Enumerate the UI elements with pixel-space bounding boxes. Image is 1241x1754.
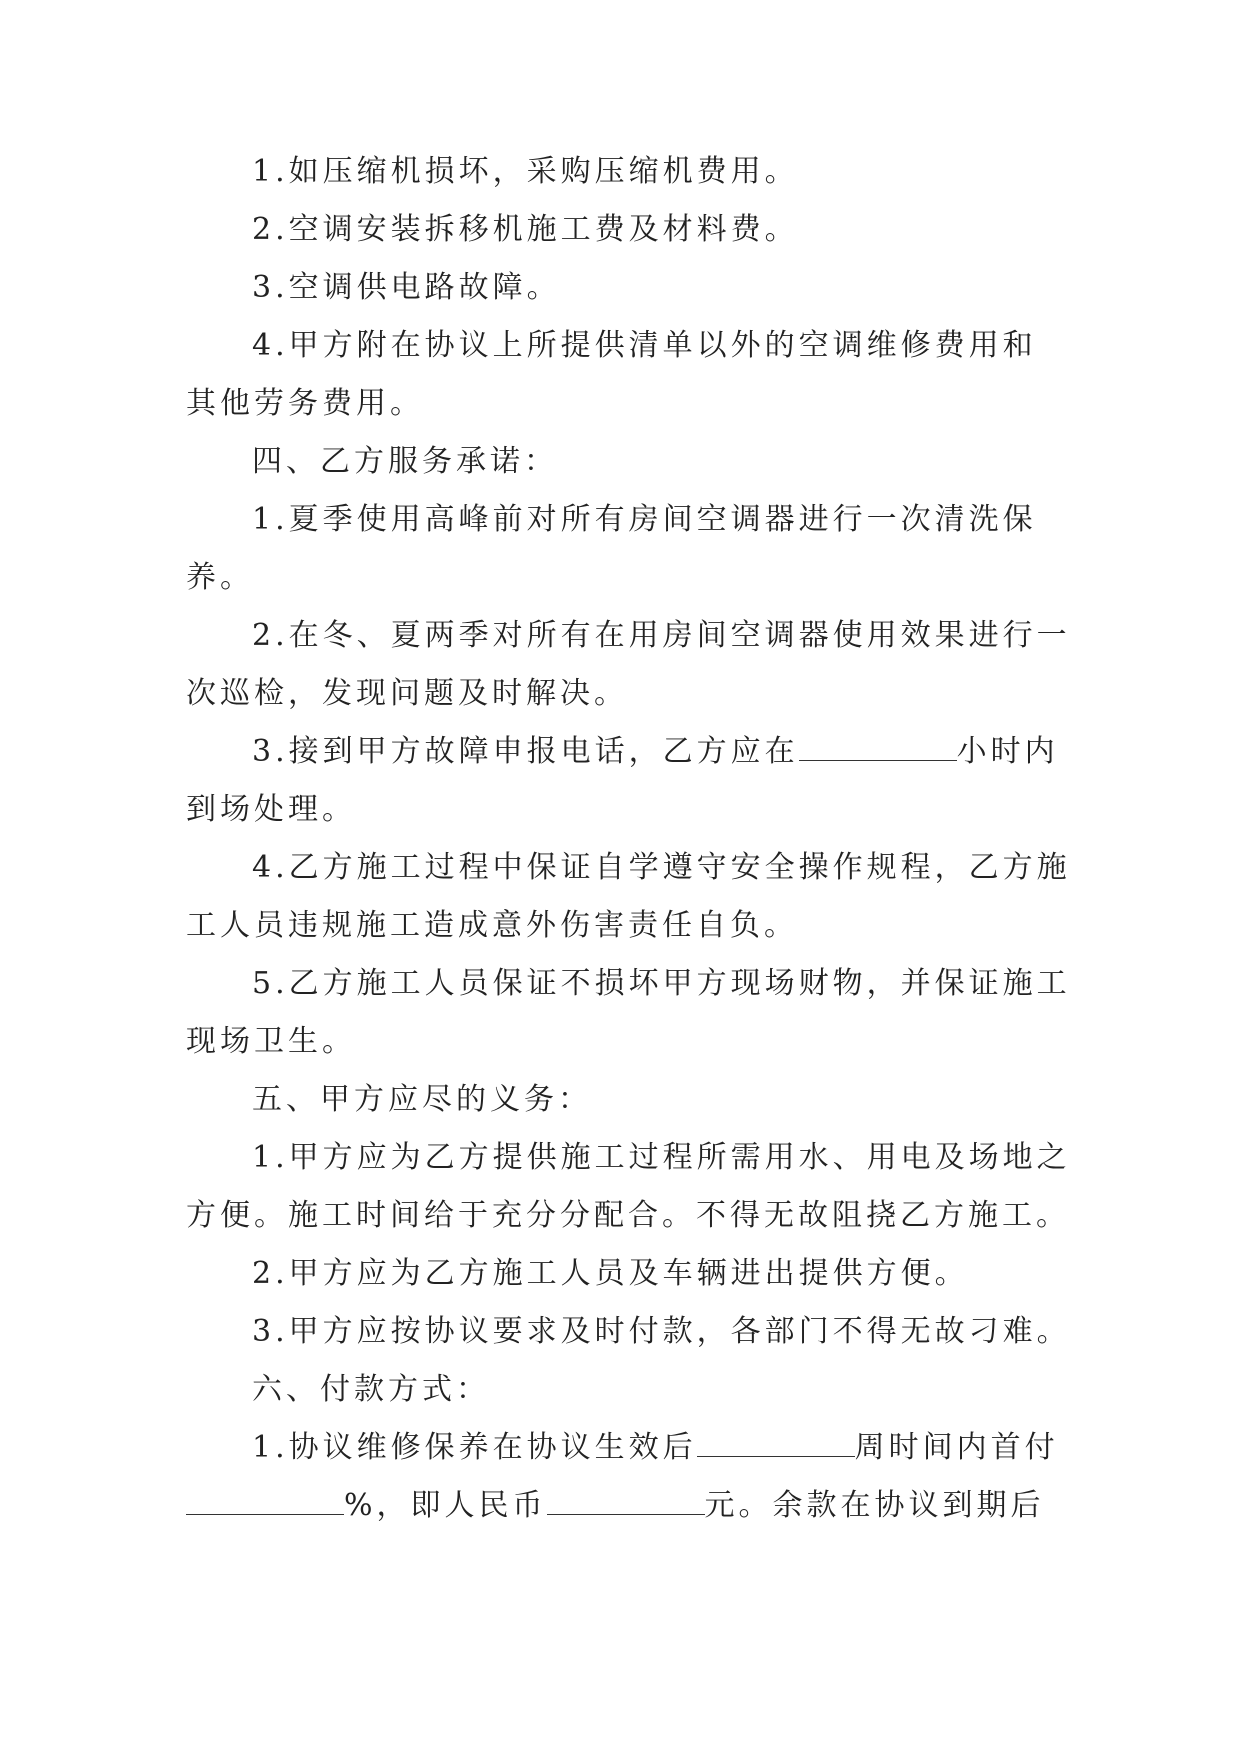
- section-heading-5: 五、甲方应尽的义务：: [252, 1082, 592, 1117]
- text-line-11-start: 3.接到甲方故障申报电话，乙方应在: [252, 734, 799, 769]
- text-line-9: 2.在冬、夏两季对所有在用房间空调器使用效果进行一: [252, 618, 1071, 653]
- text-line-11: [252, 732, 1059, 772]
- text-line-12: 到场处理。: [186, 792, 356, 827]
- fill-in-blank-percent: [186, 1486, 344, 1515]
- text-line-20: 2.甲方应为乙方施工人员及车辆进出提供方便。: [252, 1256, 969, 1291]
- text-line-16: 现场卫生。: [186, 1024, 356, 1059]
- text-line-1: 1.如压缩机损坏，采购压缩机费用。: [252, 154, 799, 189]
- fill-in-blank-hours: [799, 732, 957, 761]
- text-line-11-end: 小时内: [956, 734, 1059, 769]
- text-line-23-end: 周时间内首付: [854, 1430, 1059, 1465]
- text-line-10: 次巡检，发现问题及时解决。: [186, 676, 628, 711]
- text-line-8: 养。: [186, 560, 254, 595]
- fill-in-blank-weeks: [697, 1428, 855, 1457]
- text-line-23-start: 1.协议维修保养在协议生效后: [252, 1430, 697, 1465]
- text-line-24: [186, 1486, 1045, 1526]
- text-line-13: 4.乙方施工过程中保证自学遵守安全操作规程，乙方施: [252, 850, 1071, 885]
- fill-in-blank-amount: [547, 1486, 705, 1515]
- text-line-4: 4.甲方附在协议上所提供清单以外的空调维修费用和: [252, 328, 1037, 363]
- text-line-14: 工人员违规施工造成意外伤害责任自负。: [186, 908, 798, 943]
- text-line-18: 1.甲方应为乙方提供施工过程所需用水、用电及场地之: [252, 1140, 1071, 1175]
- text-line-19: 方便。施工时间给于充分分配合。不得无故阻挠乙方施工。: [186, 1198, 1070, 1233]
- section-heading-6: 六、付款方式：: [252, 1372, 490, 1407]
- text-line-2: 2.空调安装拆移机施工费及材料费。: [252, 212, 799, 247]
- text-line-24-end: 元。余款在协议到期后: [704, 1488, 1045, 1523]
- text-line-24-mid: %，即人民币: [344, 1488, 547, 1523]
- text-line-7: 1.夏季使用高峰前对所有房间空调器进行一次清洗保: [252, 502, 1037, 537]
- text-line-23: [252, 1428, 1059, 1468]
- text-line-15: 5.乙方施工人员保证不损坏甲方现场财物，并保证施工: [252, 966, 1071, 1001]
- text-line-5: 其他劳务费用。: [186, 386, 424, 421]
- text-line-3: 3.空调供电路故障。: [252, 270, 561, 305]
- section-heading-4: 四、乙方服务承诺：: [252, 444, 558, 479]
- text-line-21: 3.甲方应按协议要求及时付款，各部门不得无故刁难。: [252, 1314, 1071, 1349]
